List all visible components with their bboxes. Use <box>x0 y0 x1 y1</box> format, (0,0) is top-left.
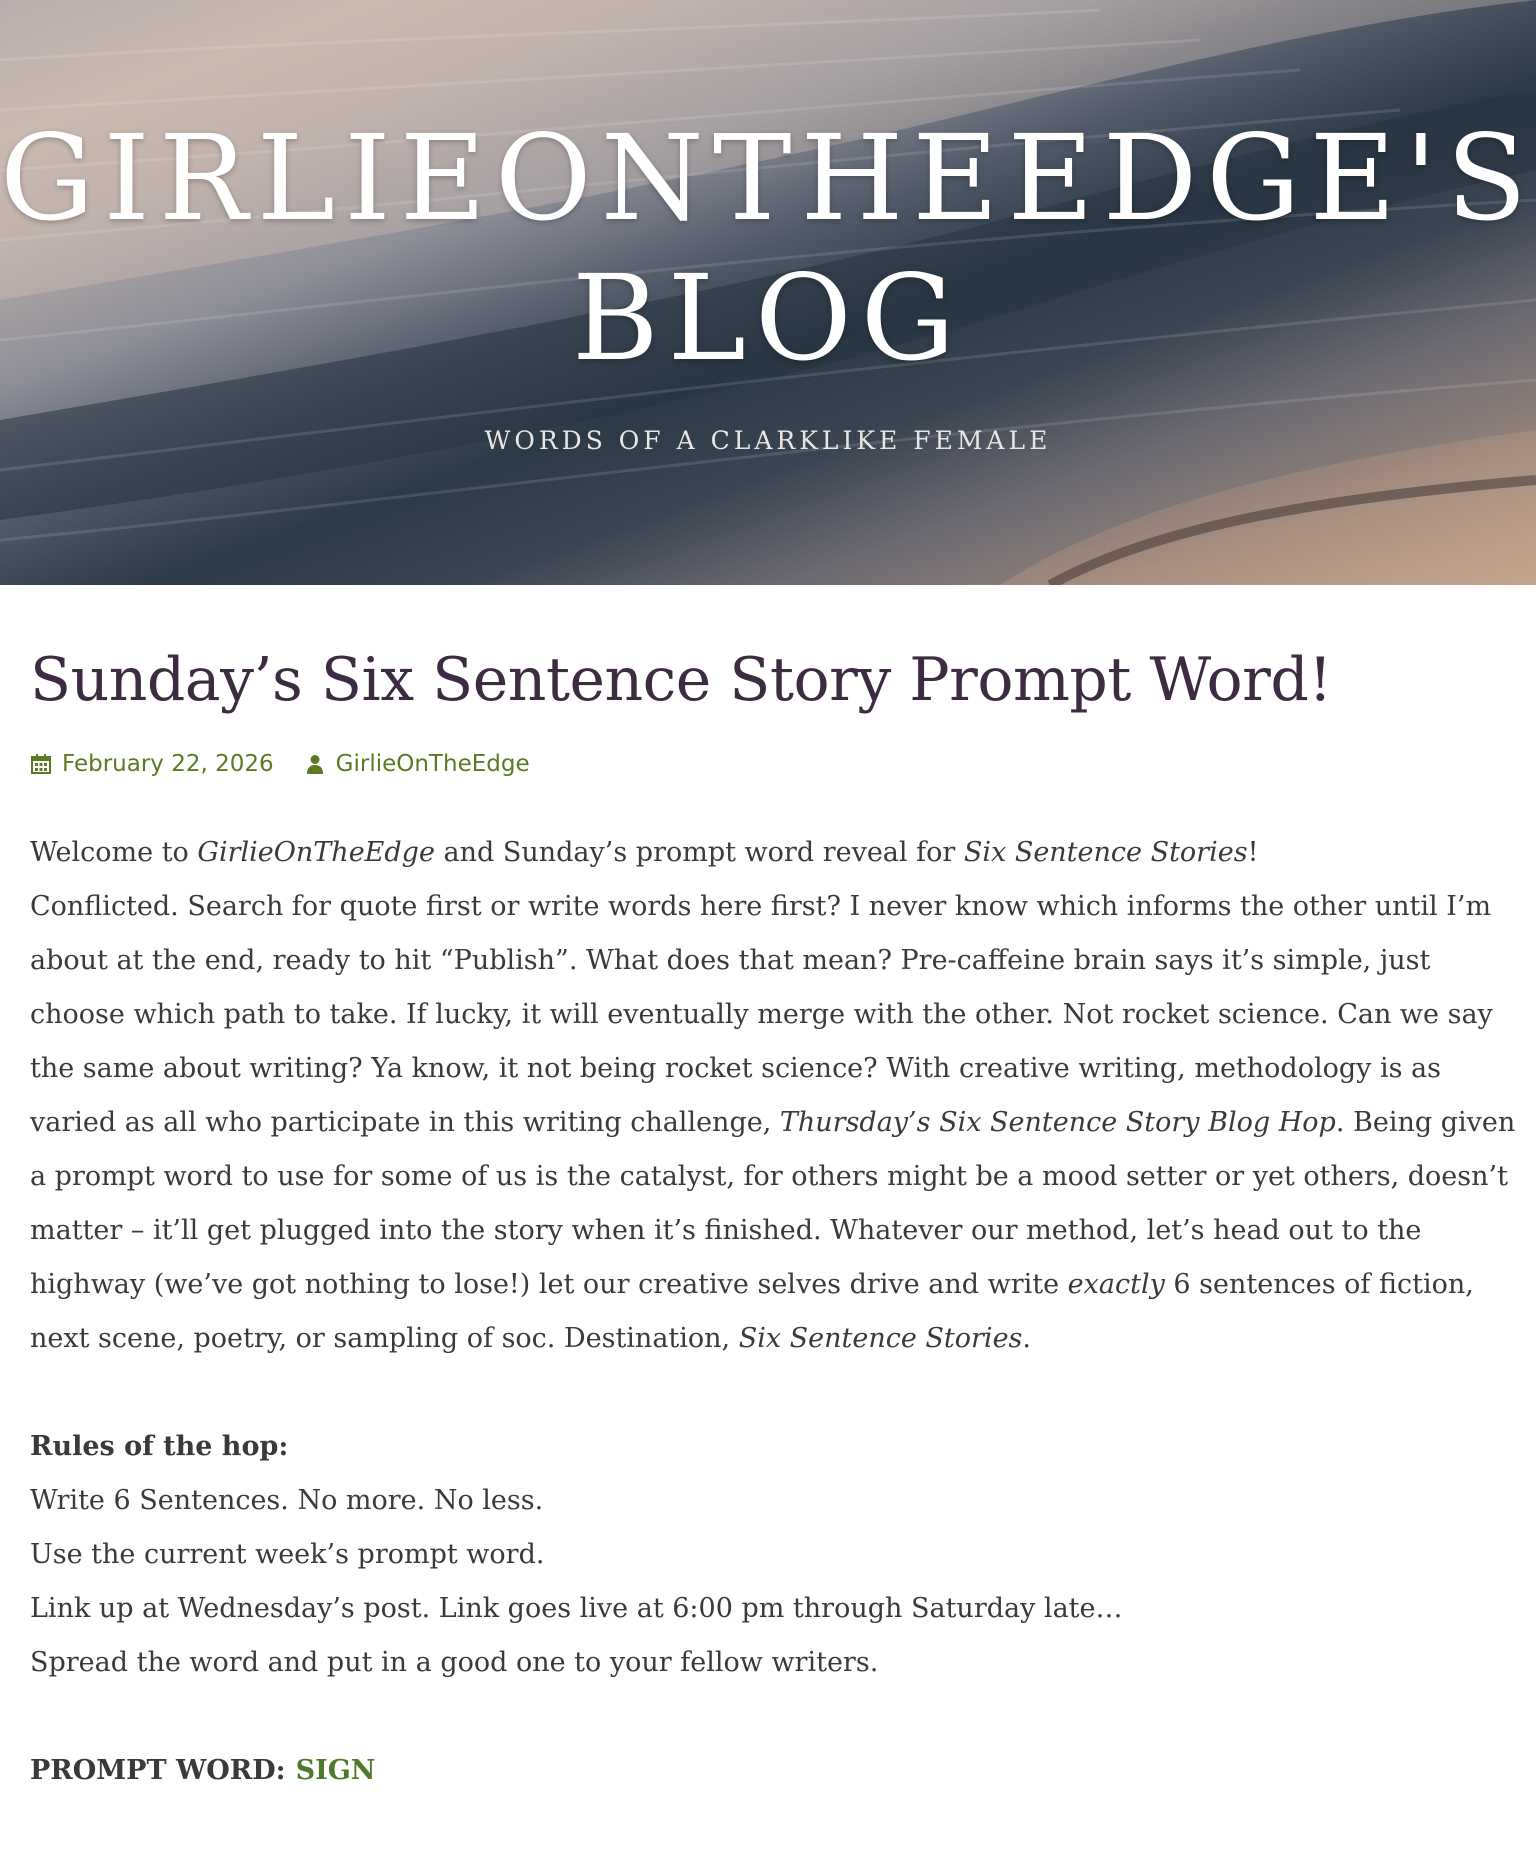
exactly-emphasis: exactly <box>1067 1269 1165 1300</box>
intro-paragraph <box>30 826 1520 880</box>
rules-heading: Rules of the hop: <box>30 1431 289 1462</box>
rule-item: Write 6 Sentences. No more. No less. <box>30 1485 544 1516</box>
rule-item: Use the current week’s prompt word. <box>30 1539 545 1570</box>
body-text-3: 6 sentences of fiction, next scene, poetry, or sampling of soc. Destination, <box>30 1269 1474 1354</box>
rule-item: Spread the word and put in a good one to your fellow writers. <box>30 1647 879 1678</box>
user-icon <box>304 753 326 775</box>
post-author-link[interactable] <box>304 751 530 777</box>
intro-text-1: Welcome to <box>30 837 198 868</box>
site-title[interactable] <box>0 108 1536 388</box>
rule-item: Link up at Wednesday’s post. Link goes live at 6:00 pm through Saturday late… <box>30 1593 1123 1624</box>
post-author[interactable]: GirlieOnTheEdge <box>335 751 530 777</box>
prompt-word: SIGN <box>295 1755 376 1786</box>
paragraph-spacer <box>30 1690 1520 1744</box>
blog-post <box>30 640 1520 1798</box>
site-tagline: WORDS OF A CLARKLIKE FEMALE <box>484 426 1052 455</box>
intro-text-3: ! <box>1247 837 1259 868</box>
body-text-2: . Being given a prompt word to use for some of us is the catalyst, for others might be a mood setter or yet others, doesn’t matter – it’ll get plugged into the story when it’s finished. Whatever our method, let’s head out to the highway (we’ve got nothing to lose!) let our creative selves drive and write <box>30 1107 1516 1300</box>
intro-text-2: and Sunday’s prompt word reveal for <box>434 837 964 868</box>
body-text-4: . <box>1022 1323 1031 1354</box>
post-content <box>30 826 1520 1798</box>
blog-hop-emphasis: Thursday’s Six Sentence Story Blog Hop <box>779 1107 1336 1138</box>
paragraph-spacer <box>30 1366 1520 1420</box>
prompt-word-line <box>30 1744 1520 1798</box>
destination-emphasis: Six Sentence Stories <box>738 1323 1023 1354</box>
post-title[interactable]: Sunday’s Six Sentence Story Prompt Word! <box>30 645 1332 715</box>
site-title-text[interactable]: GIRLIEONTHEEDGE'S BLOG <box>0 109 1536 387</box>
post-date[interactable]: February 22, 2026 <box>62 751 274 777</box>
site-header <box>0 0 1536 585</box>
calendar-icon <box>30 753 52 775</box>
challenge-name-emphasis: Six Sentence Stories <box>963 837 1248 868</box>
blog-name-emphasis: GirlieOnTheEdge <box>197 837 435 868</box>
body-paragraph <box>30 880 1520 1366</box>
post-date-link[interactable] <box>30 751 274 777</box>
post-meta <box>30 746 1520 782</box>
prompt-word-label: PROMPT WORD: <box>30 1755 286 1786</box>
body-text-1: Conflicted. Search for quote first or write words here first? I never know which informs the other until I’m about at the end, ready to hit “Publish”. What does that mean? Pre-caffeine brain says it’s simple, just choose which path to take. If lucky, it will eventually merge with the other. Not rocket science. Can we say the same about writing? Ya know, it not being rocket science? With creative writing, methodology is as varied as all who participate in this writing challenge, <box>30 891 1493 1138</box>
